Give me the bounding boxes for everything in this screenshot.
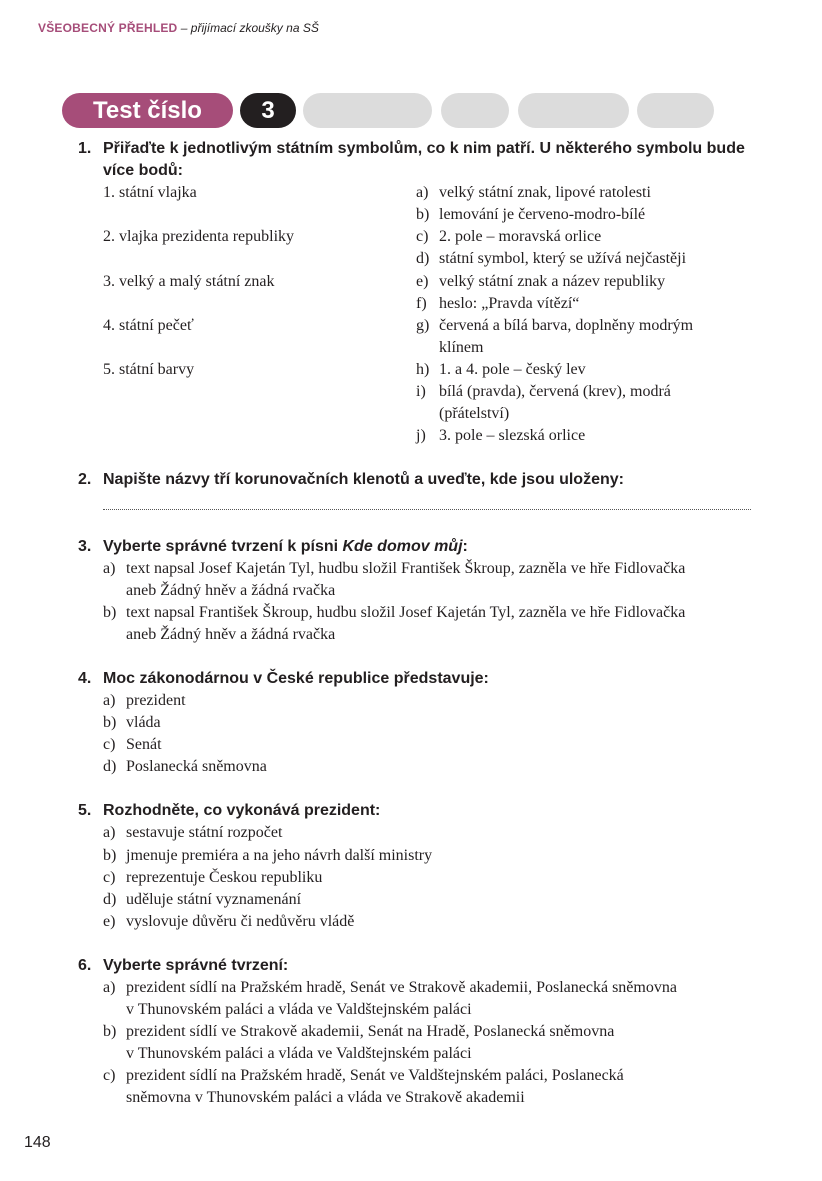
question-number: 1. [78,140,92,157]
answer-option[interactable]: Poslanecká sněmovna [126,758,267,775]
question-text: Vyberte správné tvrzení k písni Kde domov můj: [103,538,468,555]
header-subtitle: – přijímací zkoušky na SŠ [180,21,319,35]
question-text: Moc zákonodárnou v České republice představuje: [103,670,489,687]
option-letter: c) [416,228,429,245]
answer-option[interactable]: uděluje státní vyznamenání [126,891,302,908]
question-number: 2. [78,471,92,488]
empty-tab [441,93,509,128]
test-title-tab: Test číslo [62,93,233,128]
symbol-item: 2. vlajka prezidenta republiky [103,228,295,245]
option-letter: e) [103,913,116,930]
match-option: velký státní znak, lipové ratolesti [439,184,651,201]
answer-option-continued: aneb Žádný hněv a žádná rvačka [126,626,336,643]
question-number: 5. [78,802,92,819]
option-letter: f) [416,295,427,312]
option-letter: j) [416,427,426,444]
answer-option[interactable]: sestavuje státní rozpočet [126,824,283,841]
symbol-item: 3. velký a malý státní znak [103,273,275,290]
empty-tab [518,93,629,128]
answer-option[interactable]: vyslovuje důvěru či nedůvěru vládě [126,913,355,930]
option-letter: i) [416,383,426,400]
answer-option[interactable]: prezident [126,692,186,709]
option-letter: a) [103,979,116,996]
answer-option[interactable]: text napsal František Škroup, hudbu složil Josef Kajetán Tyl, zazněla ve hře Fidlovačka [126,604,686,621]
header-brand: VŠEOBECNÝ PŘEHLED [38,21,178,35]
option-letter: d) [103,758,117,775]
option-letter: c) [103,869,116,886]
option-letter: b) [103,847,117,864]
option-letter: a) [103,692,116,709]
question-text: Rozhodněte, co vykonává prezident: [103,802,381,819]
option-letter: e) [416,273,429,290]
option-letter: h) [416,361,430,378]
match-option: velký státní znak a název republiky [439,273,666,290]
answer-option[interactable]: jmenuje premiéra a na jeho návrh další ministry [126,847,433,864]
option-letter: b) [103,1023,117,1040]
match-option: 2. pole – moravská orlice [439,228,602,245]
option-letter: d) [103,891,117,908]
match-option-continued: (přátelství) [439,405,510,422]
question-text: Přiřaďte k jednotlivým státním symbolům, co k nim patří. U některého symbolu bude více bodů: [103,140,745,179]
match-option-continued: klínem [439,339,484,356]
symbol-item: 1. státní vlajka [103,184,197,201]
match-option: 3. pole – slezská orlice [439,427,586,444]
match-option: 1. a 4. pole – český lev [439,361,586,378]
symbol-item: 5. státní barvy [103,361,195,378]
answer-option-continued: sněmovna v Thunovském paláci a vláda ve Strakově akademii [126,1089,525,1106]
answer-option[interactable]: prezident sídlí ve Strakově akademii, Senát na Hradě, Poslanecká sněmovna [126,1023,615,1040]
answer-option-continued: v Thunovském paláci a vláda ve Valdštejnském paláci [126,1045,472,1062]
answer-option[interactable]: text napsal Josef Kajetán Tyl, hudbu složil František Škroup, zazněla ve hře Fidlovačka [126,560,686,577]
match-option: červená a bílá barva, doplněny modrým [439,317,694,334]
running-header [38,21,319,35]
empty-tab [303,93,432,128]
answer-option[interactable]: prezident sídlí na Pražském hradě, Senát ve Valdštejnském paláci, Poslanecká [126,1067,624,1084]
option-letter: a) [103,560,116,577]
page-number: 148 [24,1134,51,1151]
option-letter: d) [416,250,430,267]
answer-option[interactable]: Senát [126,736,162,753]
question-number: 3. [78,538,92,555]
option-letter: b) [103,714,117,731]
question-number: 6. [78,957,92,974]
option-letter: b) [416,206,430,223]
symbol-item: 4. státní pečeť [103,317,194,334]
test-number-tab: 3 [240,93,296,128]
song-title: Kde domov můj [342,538,463,555]
answer-option-continued: aneb Žádný hněv a žádná rvačka [126,582,336,599]
question-number: 4. [78,670,92,687]
question-text: Vyberte správné tvrzení: [103,957,289,974]
answer-line[interactable] [103,509,751,510]
answer-option[interactable]: reprezentuje Českou republiku [126,869,323,886]
question-text: Napište názvy tří korunovačních klenotů a uveďte, kde jsou uloženy: [103,471,624,488]
answer-option-continued: v Thunovském paláci a vláda ve Valdštejnském paláci [126,1001,472,1018]
match-option: lemování je červeno-modro-bílé [439,206,646,223]
empty-tab [637,93,714,128]
match-option: heslo: „Pravda vítězí“ [439,295,580,312]
option-letter: c) [103,736,116,753]
option-letter: g) [416,317,430,334]
answer-option[interactable]: prezident sídlí na Pražském hradě, Senát ve Strakově akademii, Poslanecká sněmovna [126,979,677,996]
option-letter: a) [416,184,429,201]
option-letter: c) [103,1067,116,1084]
match-option: bílá (pravda), červená (krev), modrá [439,383,671,400]
option-letter: b) [103,604,117,621]
option-letter: a) [103,824,116,841]
match-option: státní symbol, který se užívá nejčastěji [439,250,687,267]
answer-option[interactable]: vláda [126,714,161,731]
